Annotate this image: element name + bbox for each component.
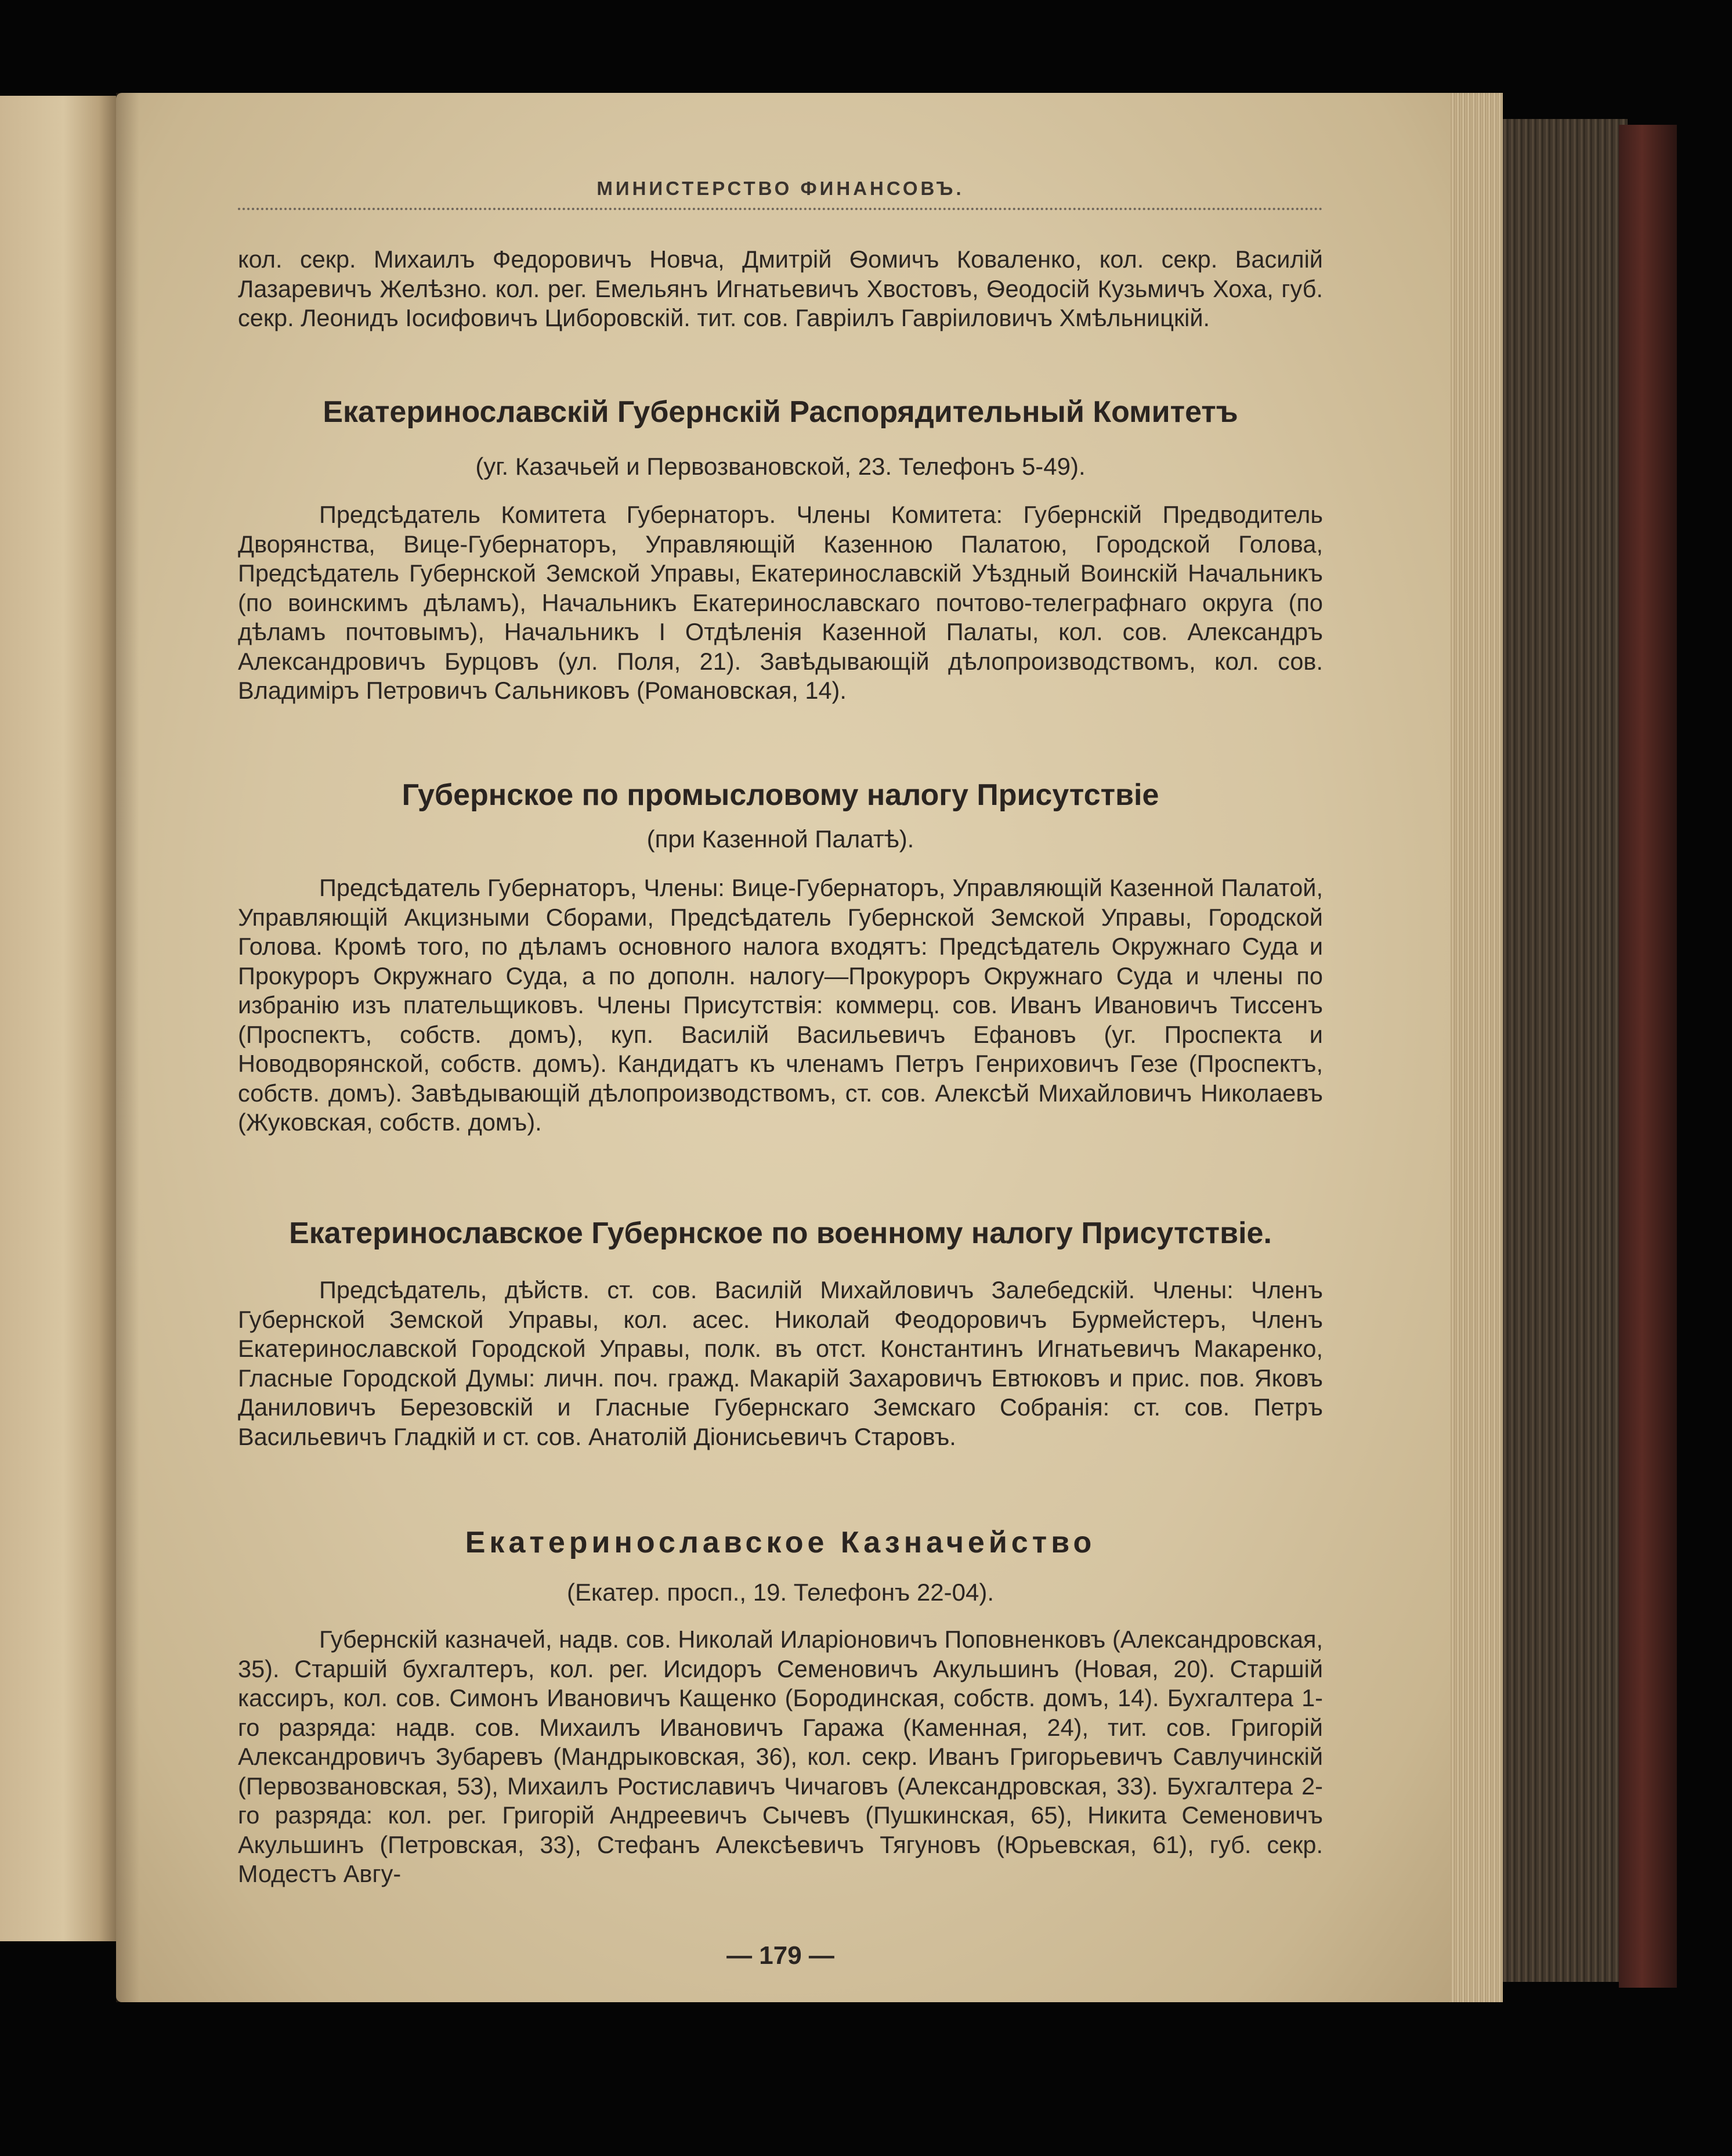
section-heading-treasury: Екатеринославское Казначейство bbox=[465, 1526, 1096, 1559]
header-rule bbox=[238, 208, 1323, 210]
section-body-trade-tax: Предсѣдатель Губернаторъ, Члены: Вице-Губернаторъ, Управляющій Казенной Палатой, Управляющій Акцизными Сборами, Предсѣдатель Губернской Земской Управы, Городской Голова. Кромѣ того, по дѣламъ основного налога входятъ: Предсѣдатель Окружнаго Суда и Прокуроръ Окружнаго Суда, а по дополн. налогу—Прокуроръ Окружнаго Суда и члены по избранію изъ плательщиковъ. Члены Присутствія: коммерц. сов. Иванъ Ивановичъ Тиссенъ (Проспектъ, собств. домъ), куп. Василій Васильевичъ Ефановъ (уг. Проспекта и Новодворянской, собств. домъ). Кандидатъ къ членамъ Петръ Генриховичъ Гезе (Проспектъ, собств. домъ). Завѣдывающій дѣлопроизводствомъ, ст. сов. Алексѣй Михайловичъ Николаевъ (Жуковская, собств. домъ). bbox=[238, 874, 1323, 1136]
intro-paragraph: кол. секр. Михаилъ Федоровичъ Новча, Дмитрій Ѳомичъ Коваленко, кол. секр. Василій Лазаревичъ Желѣзно. кол. рег. Емельянъ Игнатьевичъ Хвостовъ, Ѳеодосій Кузьмичъ Хоха, губ. секр. Леонидъ Іосифовичъ Циборовскій. тит. сов. Гавріилъ Гавріиловичъ Хмѣльницкій. bbox=[238, 245, 1323, 331]
section-heading-trade-tax: Губернское по промысловому налогу Присутствіе bbox=[402, 778, 1159, 812]
facing-page-edge bbox=[0, 96, 116, 1941]
section-body-committee: Предсѣдатель Комитета Губернаторъ. Члены Комитета: Губернскій Предводитель Дворянства, Вице-Губернаторъ, Управляющій Казенною Палатою, Городской Голова, Предсѣдатель Губернской Земской Управы, Екатеринославскій Уѣздный Воинскій Начальникъ (по воинскимъ дѣламъ), Начальникъ Екатеринославскаго почтово-телеграфнаго округа (по дѣламъ почтовымъ), Начальникъ I Отдѣленія Казенной Палаты, кол. сов. Александръ Александровичъ Бурцовъ (ул. Поля, 21). Завѣдывающій дѣлопроизводствомъ, кол. сов. Владиміръ Петровичъ Сальниковъ (Романовская, 14). bbox=[238, 501, 1323, 704]
book-block bbox=[1503, 119, 1628, 1982]
page-gutter-shadow bbox=[116, 93, 139, 2002]
running-head: МИНИСТЕРСТВО ФИНАНСОВЪ. bbox=[596, 178, 964, 199]
section-heading-committee: Екатеринославскій Губернскій Распорядительный Комитетъ bbox=[323, 395, 1238, 429]
section-body-treasury: Губернскій казначей, надв. сов. Николай Иларіоновичъ Поповненковъ (Александровская, 35). Старшій бухгалтеръ, кол. рег. Исидоръ Семеновичъ Акульшинъ (Новая, 20). Старшій кассиръ, кол. сов. Симонъ Ивановичъ Кащенко (Бородинская, собств. домъ, 14). Бухгалтера 1-го разряда: надв. сов. Михаилъ Ивановичъ Гаража (Каменная, 24), тит. сов. Григорій Александровичъ Зубаревъ (Мандрыковская, 36), кол. секр. Иванъ Григорьевичъ Савлучинскій (Первозвановская, 53), Михаилъ Ростиславичъ Чичаговъ (Александровская, 33). Бухгалтера 2-го разряда: кол. рег. Григорій Андреевичъ Сычевъ (Пушкинская, 65), Никита Семеновичъ Акульшинъ (Петровская, 33), Стефанъ Алексѣевичъ Тягуновъ (Юрьевская, 61), губ. секр. Модестъ Авгу- bbox=[238, 1626, 1323, 1887]
section-heading-military-tax: Екатеринославское Губернское по военному налогу Присутствіе. bbox=[289, 1216, 1272, 1250]
section-body-military-tax: Предсѣдатель, дѣйств. ст. сов. Василій Михайловичъ Залебедскій. Члены: Членъ Губернской Земской Управы, кол. асес. Николай Феодоровичъ Бурмейстеръ, Членъ Екатеринославской Городской Управы, полк. въ отст. Константинъ Игнатьевичъ Макаренко, Гласные Городской Думы: личн. поч. гражд. Макарій Захаровичъ Евтюковъ и прис. пов. Яковъ Даниловичъ Березовскій и Гласные Губернскаго Земскаго Собранія: ст. сов. Петръ Васильевичъ Гладкій и ст. сов. Анатолій Діонисьевичъ Старовъ. bbox=[238, 1276, 1323, 1450]
section-subheading-trade-tax: (при Казенной Палатѣ). bbox=[646, 825, 914, 853]
page-number: — 179 — bbox=[726, 1941, 834, 1970]
section-subheading-treasury: (Екатер. просп., 19. Телефонъ 22-04). bbox=[566, 1579, 995, 1606]
page-content bbox=[238, 0, 1323, 2156]
book-cover bbox=[1619, 125, 1677, 1988]
section-subheading-committee: (уг. Казачьей и Первозвановской, 23. Телефонъ 5-49). bbox=[475, 453, 1086, 480]
